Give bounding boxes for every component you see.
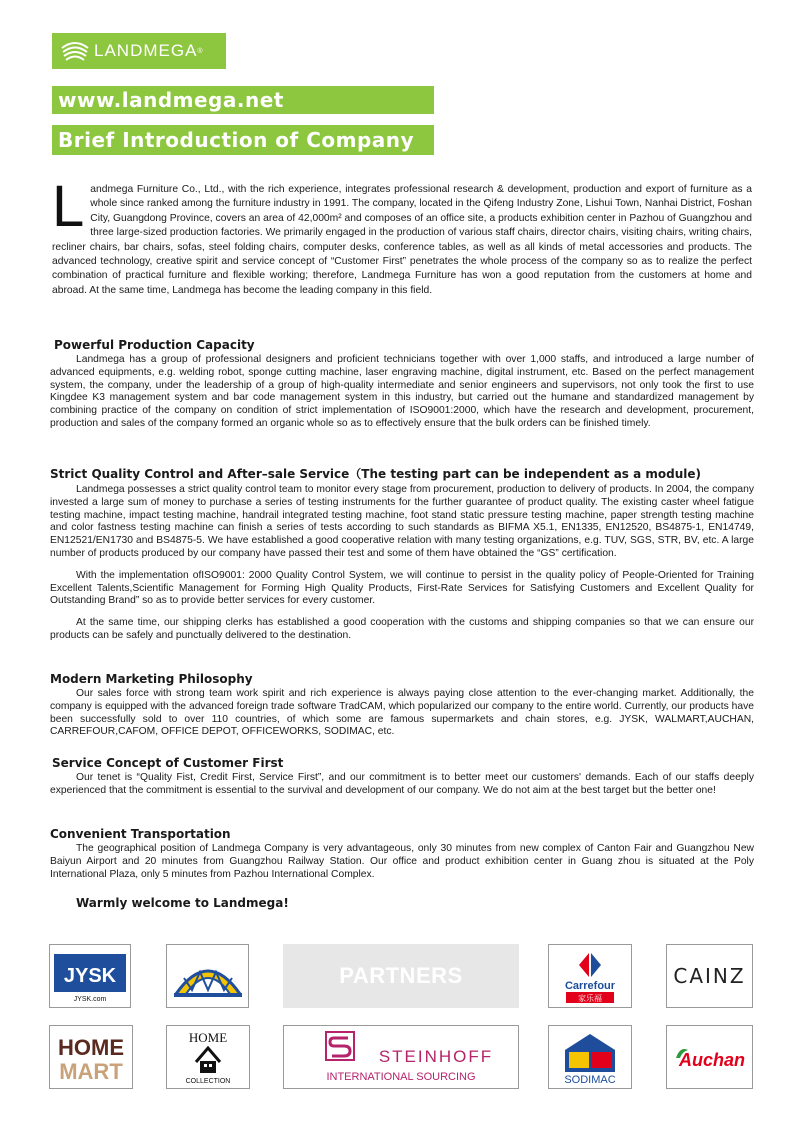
section-body: Our sales force with strong team work spirit and rich experience is always paying close attention to the ever-changing market. Additionally, the company is equipped with the advanced foreign trade software TradCAM, which popularized our company to the entire world. Currently, our products have been successfully sold to over 110 countries, of which some are famous supermarkets and chain stores, e.g. JYSK, WALMART,AUCHAN, CARREFOUR,CAFOM, OFFICE DEPOT, OFFICEWORKS, SODIMAC, etc. <box>50 688 754 738</box>
landmega-logo-icon <box>60 40 90 62</box>
partner-cainz-logo <box>666 944 753 1008</box>
section-body: The geographical position of Landmega Company is very advantageous, only 30 minutes from new complex of Canton Fair and Guangzhou New Baiyun Airport and 20 minutes from Guangzhou Railway Station. Our office and product exhibition center in Guang zhou is situated at the Poly International Plaza, only 5 minutes from Pazhou International Complex. <box>50 843 754 880</box>
section-service <box>50 756 754 798</box>
homemart-logo-icon <box>52 1028 130 1086</box>
landmega-logo <box>52 33 226 69</box>
section-quality <box>50 465 754 643</box>
steinhoff-logo-icon <box>286 1028 516 1086</box>
arch-bridge-icon <box>170 948 246 1004</box>
section-title: Powerful Production Capacity <box>54 338 255 352</box>
partner-homemart-logo <box>49 1025 133 1089</box>
partner-jysk-logo <box>49 944 131 1008</box>
carrefour-logo-icon <box>551 947 629 1005</box>
homecollection-line1: HOME <box>188 1030 228 1045</box>
section-body: Our tenet is “Quality Fist, Credit First, Service First”, and our commitment is to better meet our customers' demands. Each of our staffs deeply experienced that the commitment is essential to the survival and development of our company. We do not aim at the best target but the better one! <box>50 772 754 796</box>
section-body: Landmega possesses a strict quality control team to monitor every stage from procurement, production to delivery of products. In 2004, the company invested a large sum of money to purchase a series of testing instruments for the further guarantee of product quality. The existing caster wheel fatigue testing machine, impact testing machine, handrail integrated testing machine, foot stand static pressure testing machine, paper strength testing machine and color fastness testing machine can finish a series of tests according to such standards as BIFMA X5.1, EN1335, EN12520, BS4875-1, EN14749, EN12521/EN1730 and BS4875-5. We have established a good cooperative relation with many testing organizations, e.g. TUV, SGS, STR, BV, etc. A large number of products produced by our company have passed their test and some of them have obtained the “GS” certification. <box>50 484 754 559</box>
website-url[interactable]: www.landmega.net <box>52 86 434 114</box>
auchan-logo-icon <box>670 1028 750 1086</box>
intro-text: andmega Furniture Co., Ltd., with the rich experience, integrates professional research & development, production and export of furniture as a whole since ranked among the furniture industry in 1991. The company, located in the Qifeng Industry Zone, Lishui Town, Nanhai District, Foshan City, Guangdong Province, covers an area of 42,000m² and composes of an office site, a products exhibition center in Pazhou of Guangzhou and three large-sized production factories. We primarily engaged in the production of various staff chairs, director chairs, visiting chairs, writing chairs, recliner chairs, bar chairs, sofas, steel folding chairs, computer desks, conference tables, as well as all kinds of metal accessories and products. The advanced technology, creative spirit and service concept of “Customer First” penetrates the whole process of the company so as to realize the perfect combination of practical furniture and flexible working; therefore, Landmega Furniture has won a good reputation from the customers at home and abroad. At the same time, Landmega has become the leading company in this field. <box>52 184 752 296</box>
steinhoff-name: STEINHOFF <box>378 1047 494 1066</box>
jysk-name: JYSK <box>63 965 117 987</box>
homemart-line1: HOME <box>58 1035 124 1060</box>
section-title: Convenient Transportation <box>50 827 231 841</box>
partner-auchan-logo <box>666 1025 753 1089</box>
partners-banner: PARTNERS <box>283 944 519 1008</box>
section-title: Modern Marketing Philosophy <box>50 672 253 686</box>
page-title: Brief Introduction of Company <box>52 125 434 155</box>
section-title: Service Concept of Customer First <box>52 756 284 770</box>
partner-steinhoff-logo <box>283 1025 519 1089</box>
jysk-logo-icon <box>52 948 128 1004</box>
homemart-line2: MART <box>59 1059 123 1084</box>
partner-sodimac-logo <box>548 1025 632 1089</box>
partner-home-collection-logo <box>166 1025 250 1089</box>
jysk-url: JYSK.com <box>73 996 107 1003</box>
intro-paragraph <box>52 174 752 298</box>
logo-registered-mark: ® <box>197 47 203 55</box>
steinhoff-sub: INTERNATIONAL SOURCING <box>326 1071 476 1083</box>
sodimac-logo-icon <box>551 1028 629 1086</box>
section-body: At the same time, our shipping clerks has established a good cooperation with the customs and shipping companies so that we can ensure our products can be safely and punctually delivered to the destination. <box>50 617 754 641</box>
auchan-name: Auchan <box>678 1050 745 1070</box>
partner-carrefour-logo <box>548 944 632 1008</box>
sodimac-name: SODIMAC <box>564 1074 616 1086</box>
homecollection-line2: COLLECTION <box>185 1078 231 1085</box>
drop-cap: L <box>52 174 85 239</box>
section-production <box>50 338 754 431</box>
section-title: Strict Quality Control and After–sale Service（The testing part can be independent as a module) <box>50 467 702 481</box>
logo-wordmark: LANDMEGA <box>94 41 198 60</box>
welcome-text: Warmly welcome to Landmega! <box>76 896 289 910</box>
section-transport <box>50 827 754 881</box>
cainz-name: CAINZ <box>673 964 746 988</box>
section-body: With the implementation ofISO9001: 2000 Quality Control System, we will continue to persist in the quality policy of People-Oriented for Training Excellent Talents,Scientific Management for Forming High Quality Products, First-Rate Services for Satisfying Customers and Excellent Quality for Outstanding Brand” so as to provide better services for every customer. <box>50 569 754 607</box>
section-body: Landmega has a group of professional designers and proficient technicians together with over 1,000 staffs, and introduced a large number of advanced equipments, e.g. welding robot, sponge cutting machine, laser engraving machine, digital instrument, etc. Based on the perfect management system, the company, under the leadership of a group of high-quality intermediate and senior engineers and supervisors, not only took the first to use Kingdee K3 management system and bar code management system in this industry, but carried out the humane and standardized management by combining practice of the company on condition of strict implementation of ISO9001:2000, which have the research and development, procurement, production and sales of the company formed an organic whole so as to effectively ensure that the bulk orders can be finished timely. <box>50 354 754 429</box>
carrefour-name: Carrefour <box>564 980 616 992</box>
partner-arch-logo <box>166 944 249 1008</box>
section-marketing <box>50 672 754 739</box>
carrefour-cn: 家乐福 <box>578 994 602 1003</box>
home-collection-logo-icon <box>169 1028 247 1086</box>
